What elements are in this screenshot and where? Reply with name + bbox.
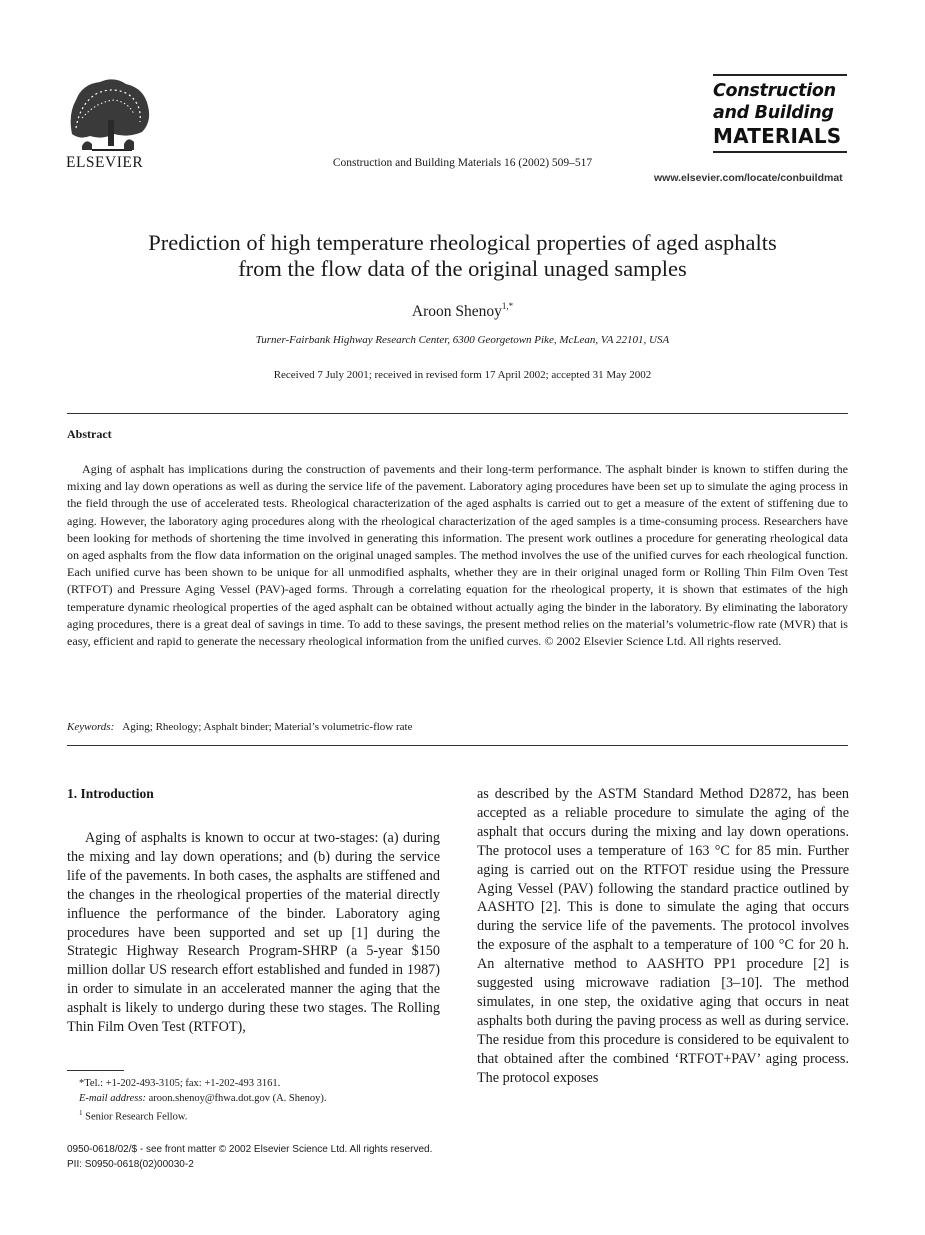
footnote-tel: *Tel.: +1-202-493-3105; fax: +1-202-493 3161. [79, 1078, 281, 1089]
footnote-rule [67, 1070, 124, 1071]
keywords-line [67, 721, 412, 733]
left-column-paragraph: Aging of asphalts is known to occur at two-stages: (a) during the mixing and lay down operations; and (b) during the service life of the pavements. In both cases, the asphalts are stiffened and the changes in the rheological properties of the material directly influence the performance of the binder. Laboratory aging procedures have been supported and set up [1] during the Strategic Highway Research Program-SHRP (a 5-year $150 million dollar US research effort established and funded in 1987) in order to simulate in an accelerated manner the aging that the asphalt is likely to undergo during these two stages. The Rolling Thin Film Oven Test (RTFOT), [67, 830, 440, 1036]
abstract-top-rule [67, 413, 848, 414]
journal-logo-line3: MATERIALS [713, 124, 842, 148]
journal-url[interactable]: www.elsevier.com/locate/conbuildmat [654, 172, 843, 184]
received-dates: Received 7 July 2001; received in revised form 17 April 2002; accepted 31 May 2002 [273, 369, 652, 381]
footnote-email [67, 1092, 327, 1107]
abstract-heading: Abstract [67, 427, 112, 441]
left-column [67, 829, 440, 1037]
abstract-text: Aging of asphalt has implications during the construction of pavements and their long-term performance. The asphalt binder is known to stiffen during the mixing and lay down operations as well as during the service life of the pavement. Laboratory aging procedures have been set up to simulate the aging process in the field through the use of accelerated tests. Rheological characterization of the aged asphalts is carried out to get a measure of the extent of stiffening due to aging. However, the laboratory aging procedures along with the rheological characterization of the aged samples is a time-consuming process. Researchers have been looking for methods of shortening the time involved in generating this information. The present work outlines a procedure for generating rheological data on aged asphalts from the flow data information on the original unaged samples. The method involves the use of the unified curves for each rheological function. Each unified curve has been shown to be unique for all unmodified asphalts, whether they are in their original unaged form or Rolling Thin Film Oven Test (RTFOT) and Pressure Aging Vessel (PAV)-aged forms. Through a correlating equation for the rheological property, it is shown that estimates of the high temperature dynamic rheological properties of the aged asphalt can be obtained without actually aging the binder in the laboratory. By eliminating the laboratory aging procedures, there is a great deal of savings in time. To add to these savings, the present method relies on the material’s volumetric-flow rate (MVR) that is easy, efficient and rapid to generate the necessary rheological information from the unified curves. © 2002 Elsevier Science Ltd. All rights reserved. [67, 462, 848, 649]
footnote-email-address[interactable]: aroon.shenoy@fhwa.dot.gov (A. Shenoy). [148, 1092, 327, 1104]
journal-logo-bottom-rule [713, 151, 847, 153]
publisher-name: ELSEVIER [66, 154, 144, 171]
author-line [0, 301, 925, 321]
abstract-body [67, 461, 848, 650]
journal-citation-text: Construction and Building Materials 16 (2002) 509–517 [332, 157, 593, 169]
journal-logo-line1: Construction [713, 81, 836, 101]
footnote-email-label: E-mail address: [79, 1092, 146, 1104]
article-title-line1: Prediction of high temperature rheological properties of aged asphalts [148, 230, 777, 255]
journal-logo-line2: and Building [713, 103, 834, 123]
footnote-1 [67, 1106, 327, 1125]
right-column [477, 785, 849, 1088]
journal-citation [0, 157, 925, 169]
journal-logo-top-rule [713, 74, 847, 76]
author-name: Aroon Shenoy [411, 303, 502, 320]
article-title [0, 230, 925, 282]
front-matter [67, 1143, 432, 1172]
abstract-bottom-rule [67, 745, 848, 746]
keywords-label: Keywords: [67, 721, 115, 733]
pii-line: PII: S0950-0618(02)00030-2 [67, 1158, 194, 1170]
footnote-1-text: Senior Research Fellow. [85, 1111, 188, 1123]
article-title-line2: from the flow data of the original unaged samples [238, 256, 687, 281]
keywords-text: Aging; Rheology; Asphalt binder; Material’s volumetric-flow rate [122, 721, 413, 733]
footnote-1-mark: 1 [79, 1109, 83, 1118]
right-column-paragraph: as described by the ASTM Standard Method D2872, has been accepted as a reliable procedure to simulate the aging of the asphalt that occurs during the mixing and lay down operations. The protocol uses a temperature of 163 °C for 85 min. Further aging is carried out on the RTFOT residue using the Pressure Aging Vessel (PAV) following the standard practice outlined by AASHTO [2]. This is done to simulate the aging that occurs during the service life of the pavements. The protocol involves the exposure of the asphalt to a temperature of 100 °C for 20 h. An alternative method to AASHTO PP1 procedure [2] is suggested using microwave radiation [3–10]. The method simulates, in one step, the oxidative aging that occurs in neat asphalts both during the paving process as well as during service. The residue from this procedure is considered to be equivalent to that obtained after the combined ‘RTFOT+PAV’ aging process. The protocol exposes [477, 786, 849, 1086]
journal-logo [713, 74, 847, 153]
author-affiliation: Turner-Fairbank Highway Research Center, 6300 Georgetown Pike, McLean, VA 22101, USA [255, 334, 670, 346]
elsevier-tree-logo [62, 74, 154, 154]
author-footnote-marks: 1,* [501, 301, 514, 311]
issn-line: 0950-0618/02/$ - see front matter © 2002 Elsevier Science Ltd. All rights reserved. [67, 1144, 433, 1155]
section-heading: 1. Introduction [67, 786, 154, 801]
footnotes [67, 1077, 327, 1126]
